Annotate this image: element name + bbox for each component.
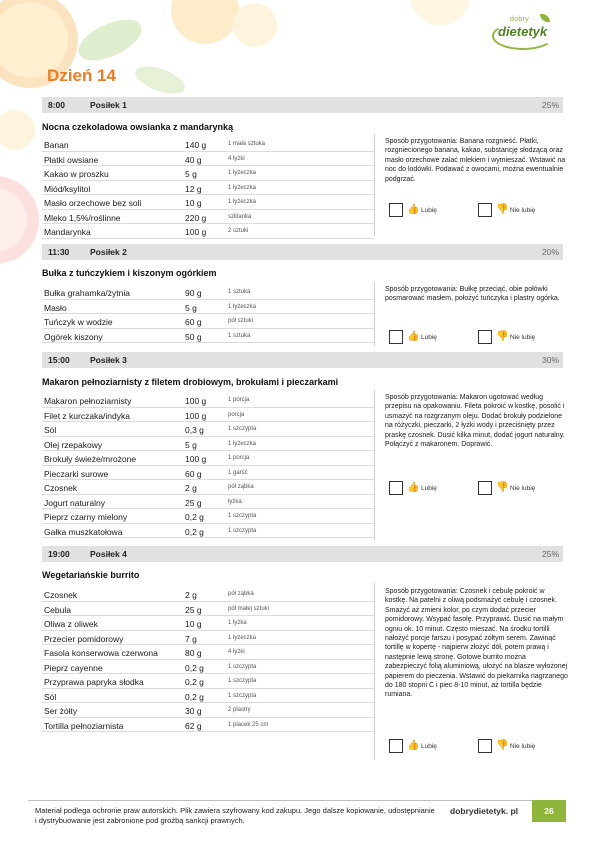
- like-label: Lubię: [421, 743, 437, 750]
- ingredient-row: [42, 152, 374, 167]
- ingredient-household-measure: 1 porcja: [228, 397, 250, 403]
- dislike-label: Nie lubię: [510, 207, 536, 214]
- ingredient-household-measure: 1 szczypta: [228, 663, 257, 670]
- ingredient-quantity: 50 g: [185, 331, 202, 342]
- ingredient-quantity: 60 g: [185, 468, 202, 479]
- ingredient-row: [42, 285, 374, 300]
- ingredient-quantity: 80 g: [185, 648, 202, 658]
- ingredient-quantity: 10 g: [185, 198, 202, 208]
- ingredient-name: Banan: [44, 140, 69, 150]
- like-label: Lubię: [421, 207, 437, 214]
- ingredient-quantity: 10 g: [185, 619, 202, 629]
- ingredient-name: Mleko 1,5%/roślinne: [44, 212, 121, 223]
- ingredient-row: [42, 224, 374, 239]
- like-checkbox[interactable]: [389, 739, 459, 753]
- ingredient-name: Pieprz czarny mielony: [44, 512, 128, 522]
- ingredient-name: Mandarynka: [44, 227, 91, 237]
- ingredient-quantity: 2 g: [185, 483, 197, 493]
- ingredient-household-measure: 1 szczypta: [228, 513, 257, 519]
- ingredient-household-measure: 2 sztuki: [228, 228, 249, 234]
- ingredient-quantity: 100 g: [185, 410, 207, 421]
- ingredient-name: Fasola konserwowa czerwona: [44, 648, 158, 658]
- dobry-dietetyk-logo: dobry dietetyk: [490, 14, 560, 50]
- ingredient-row: [42, 393, 374, 408]
- ingredient-household-measure: 1 szczypta: [228, 527, 257, 534]
- ingredient-quantity: 5 g: [185, 302, 197, 313]
- preparation-label: Sposób przygotowania:: [385, 286, 458, 293]
- dislike-checkbox[interactable]: [478, 330, 558, 344]
- recipe-title: Makaron pełnoziarnisty z filetem drobiowym, brokułami i pieczarkami: [42, 377, 339, 387]
- ingredient-quantity: 140 g: [185, 140, 207, 150]
- ingredient-row: [42, 718, 374, 733]
- ingredient-name: Czosnek: [44, 590, 78, 600]
- ingredient-row: [42, 210, 374, 225]
- checkbox[interactable]: [478, 739, 492, 753]
- ingredient-quantity: 90 g: [185, 288, 202, 298]
- meal-percentage: 25%: [541, 100, 559, 110]
- ingredient-household-measure: pół małej sztuki: [228, 605, 270, 612]
- meal-label: Posiłek 2: [90, 247, 127, 257]
- ingredient-name: Tortilla pełnoziarnista: [44, 720, 124, 731]
- ingredient-household-measure: szklanka: [228, 213, 252, 220]
- ingredient-quantity: 220 g: [185, 212, 207, 223]
- ingredient-row: [42, 451, 374, 466]
- ingredient-household-measure: pół ząbka: [228, 484, 254, 490]
- ingredient-household-measure: 1 sztuka: [228, 289, 251, 295]
- meal-label: Posiłek 1: [90, 100, 127, 110]
- preparation-text: Makaron ugotować według przepisu na opakowaniu. Fileta pokroić w kostkę, posolić i usmażyć na rozgrzanym oleju. Dodać brokuły podzielone na różyczki, pieczarki, 2 łyżki wody i przeciśnięty przez praskę czosnek. Dusić kilka minut, dodać jogurt naturalny. Połączyć z makaronem. Doprawić.: [385, 394, 565, 449]
- dislike-checkbox[interactable]: [478, 739, 558, 753]
- ingredient-name: Ogórek kiszony: [44, 331, 103, 342]
- dislike-checkbox[interactable]: [478, 481, 558, 495]
- ingredient-row: [42, 703, 374, 718]
- ingredient-household-measure: 4 łyżki: [228, 649, 245, 655]
- ingredient-row: [42, 466, 374, 481]
- meal-header: [42, 244, 563, 260]
- checkbox[interactable]: [389, 739, 403, 753]
- ingredient-row: [42, 631, 374, 646]
- ingredient-name: Przyprawa papryka słodka: [44, 677, 144, 687]
- recipe-title: Bułka z tuńczykiem i kiszonym ogórkiem: [42, 268, 217, 278]
- preparation-label: Sposób przygotowania:: [385, 394, 458, 401]
- recipe-title: Nocna czekoladowa owsianka z mandarynką: [42, 122, 234, 132]
- ingredient-quantity: 62 g: [185, 720, 202, 731]
- thumbs-down-icon: 👎: [496, 482, 509, 493]
- ingredient-household-measure: pół sztuki: [228, 318, 254, 324]
- ingredient-household-measure: 1 łyżeczka: [228, 440, 257, 447]
- ingredient-row: [42, 166, 374, 181]
- ingredient-row: [42, 314, 374, 329]
- ingredient-quantity: 30 g: [185, 706, 202, 716]
- preparation-divider: [374, 282, 375, 346]
- ingredient-name: Płatki owsiane: [44, 154, 99, 165]
- ingredient-name: Kakao w proszku: [44, 169, 109, 179]
- preparation-label: Sposób przygotowania:: [385, 588, 458, 595]
- ingredient-quantity: 0,2 g: [185, 677, 204, 687]
- ingredient-row: [42, 422, 374, 437]
- meal-time: 19:00: [48, 549, 70, 559]
- checkbox[interactable]: [478, 330, 492, 344]
- ingredient-row: [42, 181, 374, 196]
- ingredient-row: [42, 509, 374, 524]
- ingredient-name: Tuńczyk w wodzie: [44, 317, 113, 327]
- ingredient-name: Cebula: [44, 604, 71, 615]
- ingredient-name: Filet z kurczaka/indyka: [44, 410, 130, 421]
- ingredient-row: [42, 300, 374, 315]
- ingredient-household-measure: pół ząbka: [228, 591, 254, 597]
- page-title: Dzień 14: [47, 66, 116, 85]
- like-checkbox[interactable]: [389, 203, 459, 217]
- ingredient-household-measure: 1 mała sztuka: [228, 141, 266, 147]
- ingredient-name: Czosnek: [44, 483, 78, 493]
- ingredient-row: [42, 587, 374, 602]
- preparation-instructions: [385, 587, 568, 700]
- ingredient-household-measure: 1 garść: [228, 469, 248, 476]
- ingredient-row: [42, 495, 374, 510]
- ingredient-row: [42, 329, 374, 344]
- ingredient-name: Brokuły świeże/mrożone: [44, 454, 137, 464]
- ingredient-name: Masło orzechowe bez soli: [44, 198, 142, 208]
- like-checkbox[interactable]: [389, 481, 459, 495]
- ingredient-name: Miód/ksylitol: [44, 183, 91, 194]
- ingredient-row: [42, 616, 374, 631]
- ingredient-row: [42, 480, 374, 495]
- checkbox[interactable]: [389, 481, 403, 495]
- thumbs-down-icon: 👎: [496, 331, 509, 342]
- leaf-icon: [540, 14, 550, 22]
- thumbs-up-icon: 👍: [407, 482, 420, 493]
- ingredient-household-measure: porcja: [228, 411, 245, 418]
- preparation-text: Bułkę przeciąć, obie połówki posmarować masłem, położyć tuńczyka i plastry ogórka.: [385, 286, 560, 303]
- ingredient-name: Sól: [44, 691, 57, 702]
- ingredient-name: Pieprz cayenne: [44, 662, 103, 673]
- ingredient-household-measure: 1 porcja: [228, 455, 250, 461]
- ingredient-household-measure: łyżka: [228, 498, 242, 505]
- ingredient-name: Gałka muszkatołowa: [44, 526, 123, 537]
- meal-percentage: 20%: [541, 247, 559, 257]
- ingredient-household-measure: 1 łyżeczka: [228, 303, 257, 310]
- checkbox[interactable]: [389, 203, 403, 217]
- ingredient-quantity: 40 g: [185, 154, 202, 165]
- ingredient-name: Masło: [44, 302, 67, 313]
- preparation-instructions: [385, 137, 568, 184]
- copyright-notice: Materiał podlega ochronie praw autorskich. Plik zawiera szyfrowany kod zakupu. Jego dalsze kopiowanie, udostępnianie i dystrybuowanie jest zabronione pod groźbą sankcji prawnych.: [35, 806, 435, 825]
- ingredient-row: [42, 602, 374, 617]
- ingredient-quantity: 0,2 g: [185, 691, 204, 702]
- ingredient-row: [42, 408, 374, 423]
- ingredient-row: [42, 524, 374, 539]
- ingredient-row: [42, 660, 374, 675]
- ingredient-quantity: 25 g: [185, 604, 202, 615]
- meal-percentage: 25%: [541, 549, 559, 559]
- checkbox[interactable]: [478, 203, 492, 217]
- recipe-title: Wegetariańskie burrito: [42, 570, 140, 580]
- ingredient-row: [42, 645, 374, 660]
- preparation-divider: [374, 134, 375, 236]
- meal-header: [42, 546, 563, 562]
- meal-header: [42, 97, 563, 113]
- thumbs-down-icon: 👎: [496, 204, 509, 215]
- ingredient-name: Sól: [44, 425, 57, 435]
- thumbs-up-icon: 👍: [407, 204, 420, 215]
- ingredient-row: [42, 674, 374, 689]
- footer-divider: [28, 800, 566, 801]
- ingredient-household-measure: 1 sztuka: [228, 332, 251, 339]
- ingredient-quantity: 0,2 g: [185, 526, 204, 537]
- ingredient-name: Przecier pomidorowy: [44, 633, 124, 644]
- ingredient-quantity: 100 g: [185, 454, 207, 464]
- ingredient-name: Pieczarki surowe: [44, 468, 109, 479]
- checkbox[interactable]: [389, 330, 403, 344]
- meal-label: Posiłek 4: [90, 549, 127, 559]
- preparation-divider: [374, 583, 375, 760]
- preparation-instructions: [385, 393, 568, 449]
- ingredient-household-measure: 1 placek 25 cm: [228, 721, 269, 728]
- ingredient-name: Olej rzepakowy: [44, 439, 103, 450]
- ingredient-quantity: 0,3 g: [185, 425, 204, 435]
- preparation-instructions: [385, 285, 568, 304]
- ingredient-quantity: 12 g: [185, 183, 202, 194]
- ingredient-household-measure: 1 łyżeczka: [228, 199, 257, 205]
- meal-time: 15:00: [48, 355, 70, 365]
- ingredient-quantity: 60 g: [185, 317, 202, 327]
- thumbs-up-icon: 👍: [407, 740, 420, 751]
- ingredient-name: Oliwa z oliwek: [44, 619, 98, 629]
- ingredient-quantity: 5 g: [185, 439, 197, 450]
- dislike-label: Nie lubię: [510, 743, 536, 750]
- meal-time: 11:30: [48, 247, 70, 257]
- ingredient-household-measure: 1 szczypta: [228, 426, 257, 432]
- preparation-text: Czosnek i cebulę pokroić w kostkę. Na patelni z oliwą podsmażyć cebulę i czosnek. Smażyć aż zmieni kolor, po czym dodać przecier pomidorowy. Wsypać fasolę. Przyprawić. Dusić na małym ogniu ok. 10 minut. Często mieszać. Na środku tortilli nałożyć porcje farszu i posypać żółtym serem. Zawinąć tortillę w kopertę - najpierw złożyć dół, potem prawą i następnie lewą stronę. Gotowe burrito można zabezpieczyć folią aluminiową, ułożyć na blasze wyłożonej papierem do pieczenia. Wstawić do piekarnika nagrzanego do 180 stopni C i piec 8-10 minut, aż tortilla będzie rumiana.: [385, 588, 568, 699]
- dislike-label: Nie lubię: [510, 334, 536, 341]
- ingredient-row: [42, 689, 374, 704]
- ingredient-quantity: 5 g: [185, 169, 197, 179]
- ingredient-household-measure: 1 łyżka: [228, 620, 247, 626]
- ingredient-quantity: 0,2 g: [185, 662, 204, 673]
- ingredient-household-measure: 1 szczypta: [228, 678, 257, 684]
- ingredient-quantity: 2 g: [185, 590, 197, 600]
- ingredient-name: Bułka grahamka/żytnia: [44, 288, 130, 298]
- ingredient-quantity: 100 g: [185, 396, 207, 406]
- ingredient-name: Makaron pełnoziarnisty: [44, 396, 132, 406]
- ingredient-name: Ser żółty: [44, 706, 78, 716]
- like-checkbox[interactable]: [389, 330, 459, 344]
- meal-time: 8:00: [48, 100, 66, 110]
- ingredient-quantity: 0,2 g: [185, 512, 204, 522]
- ingredient-household-measure: 1 łyżeczka: [228, 184, 257, 191]
- footer-website: dobrydietetyk. pl: [450, 806, 519, 816]
- ingredient-name: Jogurt naturalny: [44, 497, 105, 508]
- ingredient-quantity: 25 g: [185, 497, 202, 508]
- meal-header: [42, 352, 563, 368]
- ingredient-household-measure: 1 szczypta: [228, 692, 257, 699]
- ingredient-household-measure: 1 łyżeczka: [228, 634, 257, 641]
- preparation-text: Banana rozgnieść. Płatki, rozgniecionego banana, kakao, substancję słodzącą oraz masło orzechowe zalać mlekiem i wymieszać. Wstawić na noc do lodówki. Podawać z owocami, można ewentualnie podgrzać.: [385, 138, 566, 183]
- dislike-checkbox[interactable]: [478, 203, 558, 217]
- ingredient-row: [42, 195, 374, 210]
- thumbs-down-icon: 👎: [496, 740, 509, 751]
- ingredient-household-measure: 4 łyżki: [228, 155, 245, 162]
- meal-label: Posiłek 3: [90, 355, 127, 365]
- preparation-label: Sposób przygotowania:: [385, 138, 458, 145]
- dislike-label: Nie lubię: [510, 485, 536, 492]
- ingredient-quantity: 7 g: [185, 633, 197, 644]
- ingredient-row: [42, 137, 374, 152]
- thumbs-up-icon: 👍: [407, 331, 420, 342]
- like-label: Lubię: [421, 334, 437, 341]
- ingredient-row: [42, 437, 374, 452]
- preparation-divider: [374, 390, 375, 540]
- page-number: 26: [532, 800, 566, 822]
- ingredient-household-measure: 2 plastry: [228, 707, 251, 713]
- ingredient-household-measure: 1 łyżeczka: [228, 170, 257, 176]
- checkbox[interactable]: [478, 481, 492, 495]
- ingredient-quantity: 100 g: [185, 227, 207, 237]
- like-label: Lubię: [421, 485, 437, 492]
- meal-percentage: 30%: [541, 355, 559, 365]
